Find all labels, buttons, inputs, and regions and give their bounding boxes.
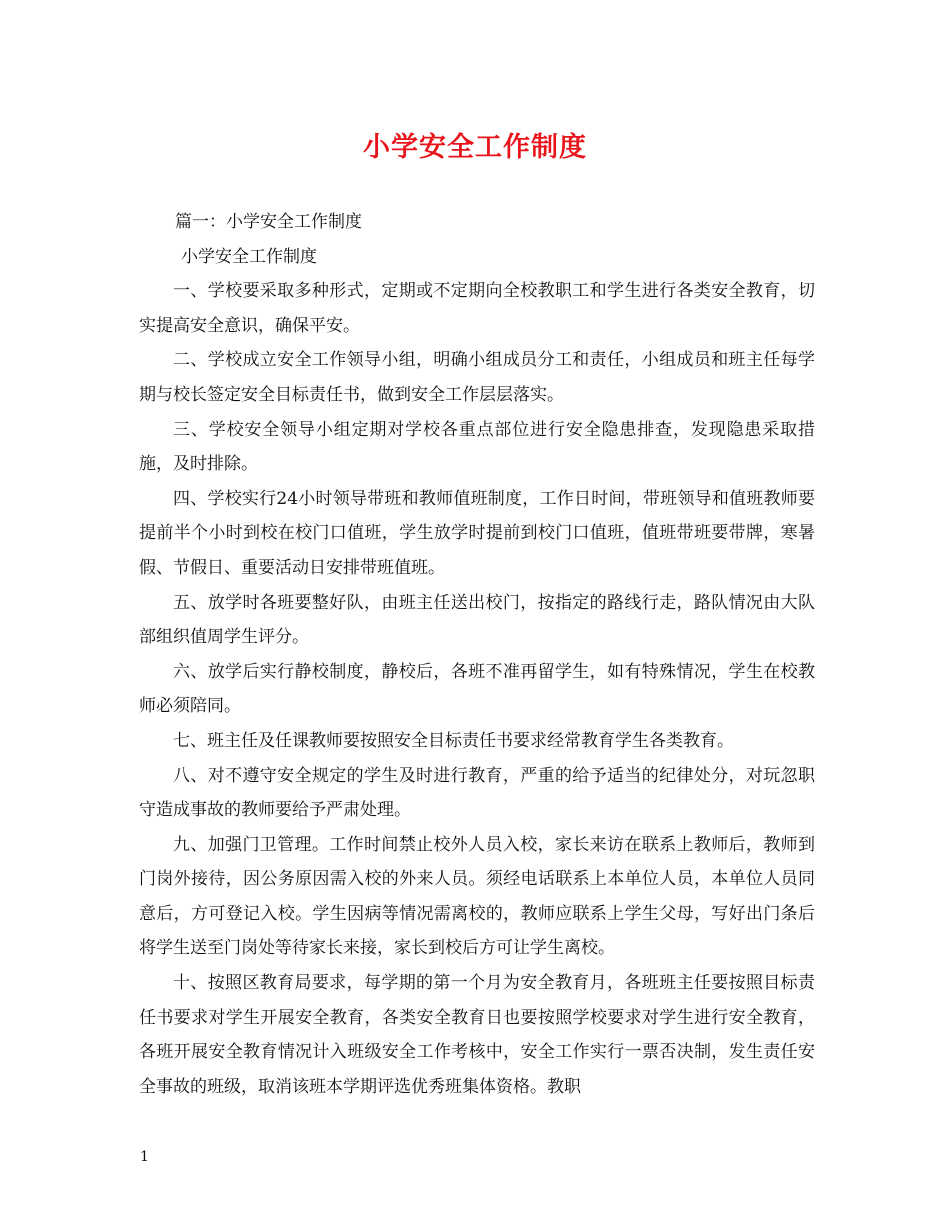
document-body bbox=[139, 205, 815, 1104]
paragraph-6: 六、放学后实行静校制度，静校后，各班不准再留学生，如有特殊情况，学生在校教师必须陪同。 bbox=[139, 661, 815, 717]
paragraph-3: 三、学校安全领导小组定期对学校各重点部位进行安全隐患排查，发现隐患采取措施，及时排除。 bbox=[139, 419, 815, 475]
paragraph-2: 二、学校成立安全工作领导小组，明确小组成员分工和责任，小组成员和班主任每学期与校长签定安全目标责任书，做到安全工作层层落实。 bbox=[139, 350, 815, 405]
paragraph-1: 一、学校要采取多种形式，定期或不定期向全校教职工和学生进行各类安全教育，切实提高安全意识，确保平安。 bbox=[139, 281, 815, 336]
section-heading: 篇一：小学安全工作制度 bbox=[175, 212, 362, 232]
section-subtitle: 小学安全工作制度 bbox=[181, 246, 317, 267]
page-number: 1 bbox=[140, 1149, 149, 1165]
paragraph-8: 八、对不遵守安全规定的学生及时进行教育，严重的给予适当的纪律处分，对玩忽职守造成事故的教师要给予严肃处理。 bbox=[139, 765, 815, 821]
paragraph-9: 九、加强门卫管理。工作时间禁止校外人员入校，家长来访在联系上教师后，教师到门岗外接待，因公务原因需入校的外来人员。须经电话联系上本单位人员，本单位人员同意后，方可登记入校。学生因病等情况需离校的，教师应联系上学生父母，写好出门条后将学生送至门岗处等待家长来接，家长到校后方可让学生离校。 bbox=[139, 834, 815, 959]
document-title: 小学安全工作制度 bbox=[363, 132, 587, 163]
paragraph-5: 五、放学时各班要整好队，由班主任送出校门，按指定的路线行走，路队情况由大队部组织值周学生评分。 bbox=[139, 592, 815, 648]
paragraph-4: 四、学校实行24小时领导带班和教师值班制度，工作日时间，带班领导和值班教师要提前半个小时到校在校门口值班，学生放学时提前到校门口值班，值班带班要带牌，寒暑假、节假日、重要活动日安排带班值班。 bbox=[139, 488, 815, 578]
paragraph-7: 七、班主任及任课教师要按照安全目标责任书要求经常教育学生各类教育。 bbox=[173, 730, 734, 751]
paragraph-10: 十、按照区教育局要求，每学期的第一个月为安全教育月，各班班主任要按照目标责任书要求对学生开展安全教育，各类安全教育日也要按照学校要求对学生进行安全教育，各班开展安全教育情况计入班级安全工作考核中，安全工作实行一票否决制，发生责任安全事故的班级，取消该班本学期评选优秀班集体资格。教职 bbox=[139, 973, 815, 1097]
